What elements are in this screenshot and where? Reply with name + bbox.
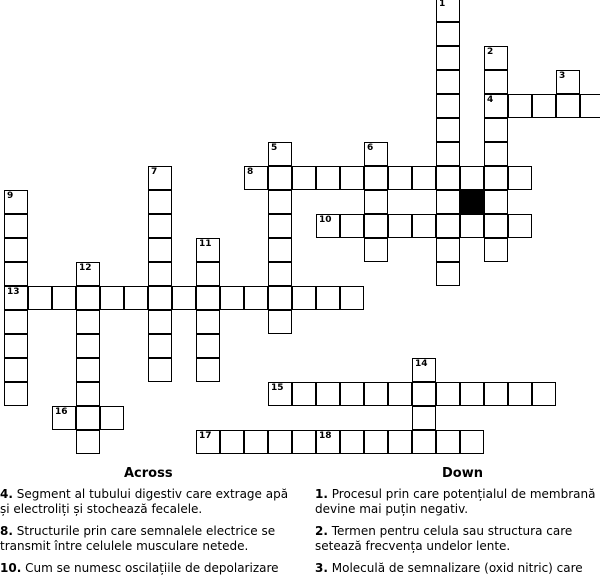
grid-cell[interactable]: [532, 382, 556, 406]
grid-cell[interactable]: [220, 286, 244, 310]
grid-cell[interactable]: [508, 214, 532, 238]
grid-cell[interactable]: [52, 286, 76, 310]
grid-cell[interactable]: [436, 118, 460, 142]
grid-cell[interactable]: [268, 190, 292, 214]
grid-cell[interactable]: [340, 166, 364, 190]
grid-cell[interactable]: [484, 382, 508, 406]
clue-number: 9: [7, 191, 14, 201]
grid-cell[interactable]: [484, 142, 508, 166]
grid-cell[interactable]: [76, 382, 100, 406]
grid-cell[interactable]: [148, 286, 172, 310]
across-clue-4: 4. Segment al tubului digestiv care extrage apă și electroliți și stochează fecalele.: [0, 487, 289, 516]
grid-cell[interactable]: [436, 430, 460, 454]
grid-cell[interactable]: [268, 382, 292, 406]
grid-cell[interactable]: [4, 358, 28, 382]
clue-number: 18: [319, 431, 332, 441]
grid-cell[interactable]: [148, 238, 172, 262]
clue-number: 14: [415, 359, 428, 369]
down-clue-2: 2. Termen pentru celula sau structura care setează frecvența undelor lente.: [315, 524, 573, 553]
grid-cell[interactable]: [148, 334, 172, 358]
grid-cell[interactable]: [76, 310, 100, 334]
grid-cell[interactable]: [484, 214, 508, 238]
grid-cell[interactable]: [124, 286, 148, 310]
grid-cell[interactable]: [340, 382, 364, 406]
grid-cell[interactable]: [268, 166, 292, 190]
across-heading: Across: [124, 466, 173, 481]
grid-cell[interactable]: [316, 286, 340, 310]
grid-cell[interactable]: [436, 190, 460, 214]
grid-cell[interactable]: [436, 46, 460, 70]
grid-cell[interactable]: [76, 358, 100, 382]
grid-cell[interactable]: [172, 286, 196, 310]
grid-cell[interactable]: [268, 430, 292, 454]
grid-cell[interactable]: [292, 286, 316, 310]
grid-cell[interactable]: [196, 238, 220, 262]
clue-number: 15: [271, 383, 284, 393]
grid-cell[interactable]: [436, 70, 460, 94]
grid-cell[interactable]: [508, 166, 532, 190]
down-clue-1: 1. Procesul prin care potențialul de membrană devine mai puțin negativ.: [315, 487, 596, 516]
grid-cell[interactable]: [412, 382, 436, 406]
grid-cell[interactable]: [268, 142, 292, 166]
grid-cell[interactable]: [580, 94, 600, 118]
grid-cell[interactable]: [340, 286, 364, 310]
clue-number: 4: [487, 95, 494, 105]
grid-cell[interactable]: [4, 262, 28, 286]
grid-cell[interactable]: [388, 166, 412, 190]
grid-cell[interactable]: [436, 0, 460, 22]
grid-cell[interactable]: [100, 406, 124, 430]
grid-cell[interactable]: [340, 430, 364, 454]
grid-cell[interactable]: [268, 286, 292, 310]
grid-cell[interactable]: [556, 94, 580, 118]
grid-cell[interactable]: [484, 70, 508, 94]
clue-number: 8: [247, 167, 254, 177]
grid-cell[interactable]: [364, 190, 388, 214]
down-clue-list: [315, 487, 600, 583]
grid-cell[interactable]: [484, 166, 508, 190]
down-clue-3: 3. Moleculă de semnalizare (oxid nitric) care: [315, 561, 583, 575]
clue-number: 6: [367, 143, 374, 153]
grid-cell[interactable]: [196, 358, 220, 382]
grid-cell[interactable]: [364, 214, 388, 238]
across-clue-list: [0, 487, 290, 583]
grid-cell[interactable]: [220, 430, 244, 454]
grid-cell[interactable]: [316, 214, 340, 238]
grid-cell[interactable]: [4, 214, 28, 238]
grid-cell[interactable]: [4, 286, 28, 310]
grid-cell[interactable]: [148, 262, 172, 286]
grid-cell[interactable]: [196, 262, 220, 286]
grid-cell[interactable]: [100, 286, 124, 310]
grid-cell[interactable]: [364, 430, 388, 454]
grid-cell[interactable]: [460, 430, 484, 454]
grid-cell[interactable]: [292, 166, 316, 190]
grid-cell[interactable]: [484, 118, 508, 142]
grid-cell[interactable]: [316, 430, 340, 454]
grid-cell[interactable]: [4, 310, 28, 334]
grid-cell[interactable]: [76, 406, 100, 430]
grid-cell[interactable]: [388, 430, 412, 454]
grid-cell[interactable]: [508, 382, 532, 406]
grid-cell[interactable]: [244, 286, 268, 310]
grid-cell[interactable]: [508, 94, 532, 118]
grid-cell[interactable]: [76, 286, 100, 310]
grid-cell[interactable]: [4, 190, 28, 214]
grid-cell[interactable]: [268, 310, 292, 334]
grid-cell[interactable]: [196, 310, 220, 334]
grid-cell[interactable]: [532, 94, 556, 118]
grid-cell[interactable]: [292, 430, 316, 454]
grid-cell[interactable]: [460, 214, 484, 238]
clue-number: 17: [199, 431, 212, 441]
grid-cell[interactable]: [460, 166, 484, 190]
grid-cell[interactable]: [316, 166, 340, 190]
grid-cell[interactable]: [148, 358, 172, 382]
grid-cell[interactable]: [412, 406, 436, 430]
grid-cell[interactable]: [148, 214, 172, 238]
grid-cell[interactable]: [364, 142, 388, 166]
grid-cell[interactable]: [436, 142, 460, 166]
grid-cell[interactable]: [4, 382, 28, 406]
grid-cell[interactable]: [364, 382, 388, 406]
grid-cell[interactable]: [268, 262, 292, 286]
grid-cell[interactable]: [556, 70, 580, 94]
grid-cell[interactable]: [76, 334, 100, 358]
grid-cell[interactable]: [484, 94, 508, 118]
grid-cell[interactable]: [388, 214, 412, 238]
across-clue-8: 8. Structurile prin care semnalele electrice se transmit între celulele musculare netede.: [0, 524, 276, 553]
grid-cell[interactable]: [148, 310, 172, 334]
clue-number: 16: [55, 407, 68, 417]
grid-cell[interactable]: [4, 238, 28, 262]
clue-number: 12: [79, 263, 92, 273]
down-heading: Down: [442, 466, 483, 481]
clue-number: 1: [439, 0, 446, 9]
grid-cell[interactable]: [196, 334, 220, 358]
blocked-cell: [460, 190, 484, 214]
grid-cell[interactable]: [436, 214, 460, 238]
grid-cell[interactable]: [412, 430, 436, 454]
clue-number: 5: [271, 143, 278, 153]
grid-cell[interactable]: [412, 166, 436, 190]
grid-cell[interactable]: [484, 238, 508, 262]
grid-cell[interactable]: [268, 214, 292, 238]
grid-cell[interactable]: [316, 382, 340, 406]
grid-cell[interactable]: [76, 262, 100, 286]
grid-cell[interactable]: [436, 238, 460, 262]
grid-cell[interactable]: [436, 22, 460, 46]
grid-cell[interactable]: [484, 46, 508, 70]
grid-cell[interactable]: [340, 214, 364, 238]
grid-cell[interactable]: [148, 190, 172, 214]
grid-cell[interactable]: [364, 238, 388, 262]
grid-cell[interactable]: [196, 430, 220, 454]
clue-number: 11: [199, 239, 212, 249]
clue-number: 7: [151, 167, 158, 177]
grid-cell[interactable]: [412, 214, 436, 238]
grid-cell[interactable]: [4, 334, 28, 358]
grid-cell[interactable]: [388, 382, 412, 406]
grid-cell[interactable]: [412, 358, 436, 382]
grid-cell[interactable]: [52, 406, 76, 430]
clue-number: 13: [7, 287, 20, 297]
clue-number: 2: [487, 47, 494, 57]
grid-cell[interactable]: [436, 382, 460, 406]
grid-cell[interactable]: [196, 286, 220, 310]
grid-cell[interactable]: [268, 238, 292, 262]
grid-cell[interactable]: [484, 190, 508, 214]
grid-cell[interactable]: [244, 430, 268, 454]
grid-cell[interactable]: [76, 430, 100, 454]
grid-cell[interactable]: [28, 286, 52, 310]
clue-number: 10: [319, 215, 332, 225]
grid-cell[interactable]: [244, 166, 268, 190]
grid-cell[interactable]: [292, 382, 316, 406]
grid-cell[interactable]: [364, 166, 388, 190]
grid-cell[interactable]: [436, 262, 460, 286]
clue-number: 3: [559, 71, 566, 81]
grid-cell[interactable]: [148, 166, 172, 190]
across-clue-10: 10. Cum se numesc oscilațiile de depolarizare: [0, 561, 279, 575]
grid-cell[interactable]: [436, 166, 460, 190]
grid-cell[interactable]: [436, 94, 460, 118]
grid-cell[interactable]: [460, 382, 484, 406]
